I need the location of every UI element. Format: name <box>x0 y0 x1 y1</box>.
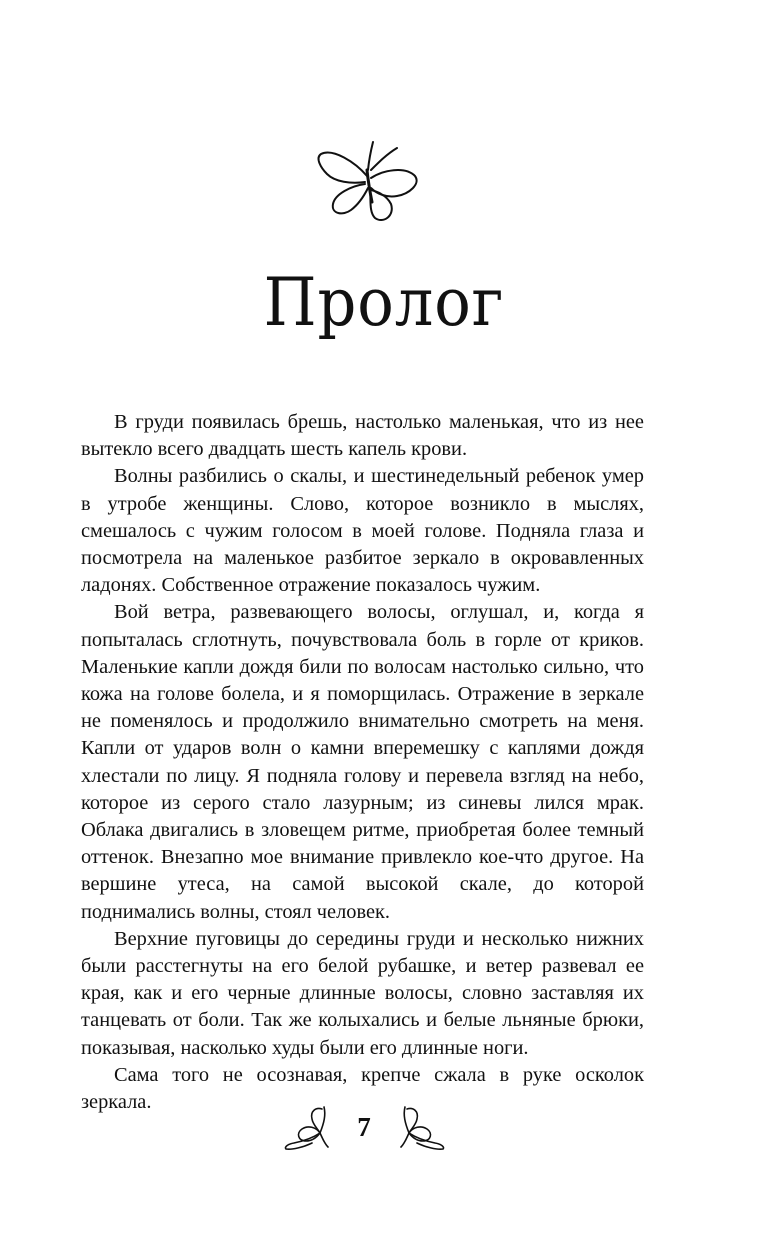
paragraph: Сама того не осознавая, крепче сжала в руке осколок зеркала. <box>81 1063 644 1114</box>
chapter-title: Пролог <box>263 264 505 341</box>
paragraph: В груди появилась брешь, настолько маленькая, что из нее вытекло всего двадцать шесть капель крови. <box>81 411 644 461</box>
butterfly-ornament-icon <box>282 1103 332 1151</box>
butterfly-ornament-icon <box>397 1103 447 1151</box>
page-footer <box>0 1101 768 1157</box>
butterfly-icon <box>313 140 423 222</box>
page-number: 7 <box>357 1112 371 1142</box>
paragraph: Вой ветра, развевающего волосы, оглушал, и, когда я попыталась сглотнуть, почувствовала боль в горле от криков. Маленькие капли дождя били по волосам настолько сильно, что кожа на голове болела, и я поморщилась. Отражение в зеркале не поменялось и продолжило внимательно смотреть на меня. Капли от ударов волн о камни вперемешку с каплями дождя хлестали по лицу. Я подняла голову и перевела взгляд на небо, которое из серого стало лазурным; из синевы лился мрак. Облака двигались в зловещем ритме, приобретая более темный оттенок. Внезапно мое внимание привлекло кое-что другое. На вершине утеса, на самой высокой скале, до которой поднимались волны, стоял человек. <box>81 601 644 923</box>
paragraph: Волны разбились о скалы, и шестинедельный ребенок умер в утробе женщины. Слово, которое возникло в мыслях, смешалось с чужим голосом в моей голове. Подняла глаза и посмотрела на маленькое разбитое зеркало в окровавленных ладонях. Собственное отражение показалось чужим. <box>81 465 644 597</box>
paragraph: Верхние пуговицы до середины груди и несколько нижних были расстегнуты на его белой рубашке, и ветер развевал ее края, как и его черные длинные волосы, словно заставляя их танцевать от боли. Так же колыхались и белые льняные брюки, показывая, насколько худы были его длинные ноги. <box>81 927 644 1059</box>
body-text <box>81 409 644 1116</box>
